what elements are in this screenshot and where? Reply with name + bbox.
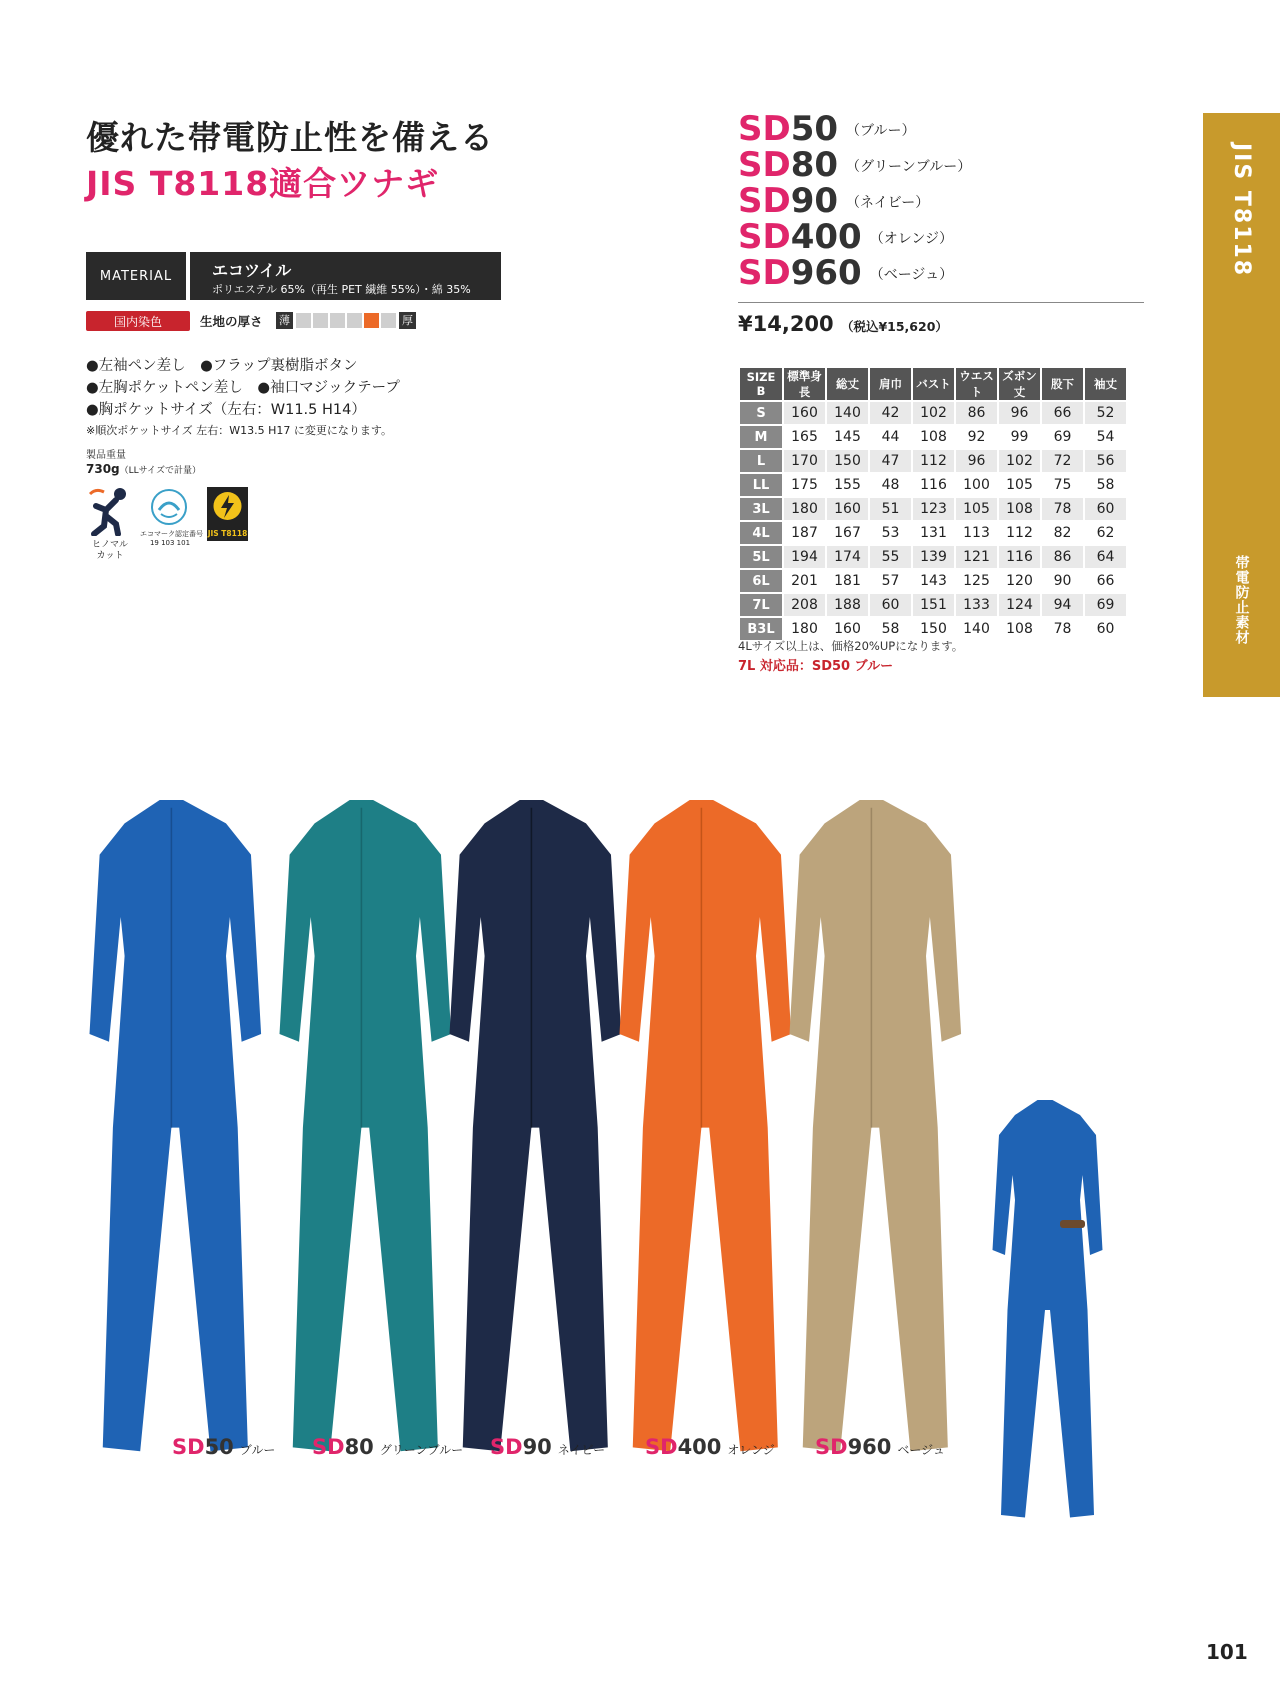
size-label-cell: 7L bbox=[740, 594, 782, 616]
size-value-cell: 174 bbox=[827, 546, 868, 568]
thickness-swatch bbox=[330, 313, 345, 328]
size-value-cell: 167 bbox=[834, 525, 861, 541]
coverall-blue bbox=[90, 800, 262, 1451]
size-table-header-cell: 股下 bbox=[1042, 368, 1083, 400]
coverall-back-view bbox=[980, 1100, 1180, 1520]
size-value-cell: 145 bbox=[834, 429, 861, 445]
size-value-cell: 66 bbox=[1042, 402, 1083, 424]
size-value-cell: 58 bbox=[881, 621, 900, 637]
product-caption bbox=[490, 1435, 605, 1459]
size-table-header-cell: 標準身長 bbox=[784, 368, 825, 400]
model-color: （ブルー） bbox=[846, 122, 916, 139]
size-label-cell: 6L bbox=[740, 570, 782, 592]
coverall-lineup bbox=[70, 800, 1030, 1460]
size-value-cell: 69 bbox=[1053, 429, 1072, 445]
size-value-cell: 57 bbox=[881, 573, 900, 589]
size-label-cell: M bbox=[740, 426, 782, 448]
size-value-cell: 54 bbox=[1096, 429, 1115, 445]
size-table-row bbox=[740, 402, 1126, 424]
size-table-header-cell: 総丈 bbox=[827, 368, 868, 400]
thickness-thin-marker: 薄 bbox=[276, 312, 293, 329]
caption-prefix: SD bbox=[172, 1435, 205, 1459]
size-table bbox=[738, 366, 1128, 642]
caption-number: 960 bbox=[847, 1435, 892, 1459]
size-value-cell: 90 bbox=[1053, 573, 1072, 589]
coverall-green-blue bbox=[280, 800, 452, 1451]
size-value-cell: 160 bbox=[834, 621, 861, 637]
size-value-cell: 116 bbox=[920, 477, 947, 493]
subheadline: JIS T8118適合ツナギ bbox=[86, 164, 440, 203]
size-table-header-cell: ウエスト bbox=[956, 368, 997, 400]
size-value-cell: 108 bbox=[920, 429, 947, 445]
price-main: ¥14,200 bbox=[738, 312, 834, 336]
size-value-cell: 155 bbox=[834, 477, 861, 493]
size-table-header-cell: 肩巾 bbox=[870, 368, 911, 400]
size-table-row bbox=[740, 522, 1126, 544]
thickness-swatch bbox=[313, 313, 328, 328]
weight-number: 730g bbox=[86, 462, 120, 476]
size-value-cell: 96 bbox=[999, 402, 1040, 424]
size-value-cell: 48 bbox=[881, 477, 900, 493]
size-value-cell: 180 bbox=[784, 498, 825, 520]
caption-color: ベージュ bbox=[897, 1443, 945, 1457]
feature-line: ●左胸ポケットペン差し ●袖口マジックテープ bbox=[86, 380, 400, 396]
size-value-cell: 108 bbox=[1006, 621, 1033, 637]
size-table-row bbox=[740, 474, 1126, 496]
size-value-cell: 66 bbox=[1096, 573, 1115, 589]
size-value-cell: 102 bbox=[999, 450, 1040, 472]
model-color: （ベージュ） bbox=[869, 266, 954, 283]
model-prefix: SD bbox=[738, 109, 791, 149]
size-value-cell: 151 bbox=[913, 594, 954, 616]
size-value-cell: 94 bbox=[1042, 594, 1083, 616]
model-code bbox=[738, 254, 953, 294]
size-table-header-cell: バスト bbox=[913, 368, 954, 400]
size-table-row bbox=[740, 450, 1126, 472]
material-label: MATERIAL bbox=[86, 252, 186, 300]
size-value-cell: 105 bbox=[956, 498, 997, 520]
size-value-cell: 160 bbox=[784, 402, 825, 424]
caption-prefix: SD bbox=[490, 1435, 523, 1459]
size-label-cell: L bbox=[740, 450, 782, 472]
model-number: 90 bbox=[790, 181, 839, 221]
size-value-cell: 112 bbox=[1006, 525, 1033, 541]
caption-prefix: SD bbox=[312, 1435, 345, 1459]
jis-t8118-badge bbox=[207, 487, 248, 541]
size-value-cell: 165 bbox=[791, 429, 818, 445]
domestic-dye-badge: 国内染色 bbox=[86, 311, 190, 331]
size-value-cell: 52 bbox=[1085, 402, 1126, 424]
material-box bbox=[190, 252, 501, 300]
thickness-swatch bbox=[381, 313, 396, 328]
thickness-swatch bbox=[364, 313, 379, 328]
hinomaru-cut-icon bbox=[86, 486, 132, 536]
price bbox=[738, 312, 948, 336]
sidebar-subtitle: 帯電防止素材 bbox=[1233, 555, 1250, 645]
model-prefix: SD bbox=[738, 253, 791, 293]
size-value-cell: 60 bbox=[1085, 498, 1126, 520]
size-value-cell: 69 bbox=[1085, 594, 1126, 616]
caption-prefix: SD bbox=[645, 1435, 678, 1459]
size-value-cell: 102 bbox=[913, 402, 954, 424]
size-note-7l: 7L 対応品：SD50 ブルー bbox=[738, 659, 894, 674]
size-value-cell: 53 bbox=[881, 525, 900, 541]
size-value-cell: 194 bbox=[784, 546, 825, 568]
size-label-cell: 5L bbox=[740, 546, 782, 568]
size-value-cell: 201 bbox=[791, 573, 818, 589]
size-table-row bbox=[740, 570, 1126, 592]
model-code bbox=[738, 146, 971, 186]
hinomaru-caption: ヒノマル カット bbox=[92, 540, 128, 561]
size-table-header-cell: 袖丈 bbox=[1085, 368, 1126, 400]
material-name: エコツイル bbox=[212, 261, 292, 280]
size-value-cell: 140 bbox=[963, 621, 990, 637]
model-number: 960 bbox=[790, 253, 862, 293]
size-label-cell: 4L bbox=[740, 522, 782, 544]
size-value-cell: 99 bbox=[1010, 429, 1029, 445]
caption-prefix: SD bbox=[815, 1435, 848, 1459]
model-number: 80 bbox=[790, 145, 839, 185]
feature-note: ※順次ポケットサイズ 左右：W13.5 H17 に変更になります。 bbox=[86, 424, 393, 437]
caption-color: ブルー bbox=[239, 1443, 276, 1457]
caption-color: オレンジ bbox=[727, 1443, 775, 1457]
size-value-cell: 82 bbox=[1053, 525, 1072, 541]
size-value-cell: 181 bbox=[834, 573, 861, 589]
sidebar-tab bbox=[1203, 113, 1280, 697]
feature-line: ●胸ポケットサイズ（左右：W11.5 H14） bbox=[86, 402, 366, 418]
size-value-cell: 42 bbox=[870, 402, 911, 424]
size-value-cell: 121 bbox=[956, 546, 997, 568]
size-value-cell: 150 bbox=[920, 621, 947, 637]
model-prefix: SD bbox=[738, 217, 791, 257]
size-value-cell: 208 bbox=[784, 594, 825, 616]
size-value-cell: 96 bbox=[956, 450, 997, 472]
size-value-cell: 123 bbox=[913, 498, 954, 520]
ecomark-caption: エコマーク認定番号 19 103 101 bbox=[140, 530, 203, 547]
size-table-row bbox=[740, 546, 1126, 568]
size-table-row bbox=[740, 594, 1126, 616]
caption-color: グリーンブルー bbox=[379, 1443, 464, 1457]
thickness-swatch bbox=[296, 313, 311, 328]
sidebar-title: JIS T8118 bbox=[1229, 143, 1254, 278]
size-value-cell: 131 bbox=[920, 525, 947, 541]
caption-number: 90 bbox=[522, 1435, 552, 1459]
model-code bbox=[738, 110, 916, 150]
size-value-cell: 55 bbox=[870, 546, 911, 568]
size-value-cell: 120 bbox=[1006, 573, 1033, 589]
size-value-cell: 150 bbox=[827, 450, 868, 472]
model-number: 50 bbox=[790, 109, 839, 149]
caption-number: 50 bbox=[204, 1435, 234, 1459]
weight-note: （LLサイズで計量） bbox=[119, 466, 201, 476]
size-table-row bbox=[740, 498, 1126, 520]
size-value-cell: 170 bbox=[784, 450, 825, 472]
page-number: 101 bbox=[1206, 1640, 1248, 1664]
size-table-header-cell: SIZE B bbox=[740, 368, 782, 400]
size-value-cell: 125 bbox=[963, 573, 990, 589]
size-label-cell: LL bbox=[740, 474, 782, 496]
size-value-cell: 133 bbox=[956, 594, 997, 616]
size-table-header bbox=[740, 368, 1126, 400]
size-value-cell: 75 bbox=[1053, 477, 1072, 493]
thickness-swatch bbox=[347, 313, 362, 328]
caption-color: ネイビー bbox=[557, 1443, 606, 1457]
size-value-cell: 140 bbox=[827, 402, 868, 424]
antistatic-icon bbox=[207, 487, 248, 525]
model-prefix: SD bbox=[738, 145, 791, 185]
model-color: （ネイビー） bbox=[846, 194, 930, 211]
size-table-header-cell: ズボン丈 bbox=[999, 368, 1040, 400]
size-value-cell: 78 bbox=[1042, 498, 1083, 520]
size-value-cell: 56 bbox=[1085, 450, 1126, 472]
size-value-cell: 60 bbox=[1096, 621, 1115, 637]
size-value-cell: 124 bbox=[999, 594, 1040, 616]
product-caption bbox=[815, 1435, 945, 1459]
material-composition: ポリエステル 65%（再生 PET 繊維 55%）・綿 35% bbox=[212, 283, 471, 296]
model-code bbox=[738, 182, 929, 222]
model-code bbox=[738, 218, 953, 258]
size-value-cell: 108 bbox=[999, 498, 1040, 520]
size-value-cell: 44 bbox=[881, 429, 900, 445]
divider bbox=[738, 302, 1144, 303]
feature-line: ●左袖ペン差し ●フラップ裏樹脂ボタン bbox=[86, 358, 358, 374]
weight-label: 製品重量 bbox=[86, 450, 126, 461]
coverall-navy bbox=[450, 800, 622, 1451]
model-prefix: SD bbox=[738, 181, 791, 221]
size-value-cell: 105 bbox=[1006, 477, 1033, 493]
size-value-cell: 62 bbox=[1096, 525, 1115, 541]
size-value-cell: 175 bbox=[791, 477, 818, 493]
size-value-cell: 188 bbox=[827, 594, 868, 616]
coverall-orange bbox=[620, 800, 792, 1451]
size-value-cell: 86 bbox=[956, 402, 997, 424]
fabric-thickness-label: 生地の厚さ bbox=[200, 314, 263, 329]
size-value-cell: 112 bbox=[913, 450, 954, 472]
size-value-cell: 51 bbox=[870, 498, 911, 520]
size-label-cell: B3L bbox=[740, 618, 782, 640]
size-value-cell: 180 bbox=[791, 621, 818, 637]
size-value-cell: 47 bbox=[870, 450, 911, 472]
size-table-row bbox=[740, 426, 1126, 448]
product-caption bbox=[312, 1435, 463, 1459]
size-value-cell: 58 bbox=[1096, 477, 1115, 493]
ecomark-icon bbox=[150, 488, 188, 526]
headline: 優れた帯電防止性を備える bbox=[86, 118, 494, 157]
size-value-cell: 187 bbox=[791, 525, 818, 541]
model-number: 400 bbox=[790, 217, 862, 257]
jis-badge-label: JIS T8118 bbox=[207, 529, 248, 538]
caption-number: 400 bbox=[677, 1435, 722, 1459]
weight-value bbox=[86, 462, 201, 476]
size-label-cell: 3L bbox=[740, 498, 782, 520]
model-color: （グリーンブルー） bbox=[846, 158, 972, 175]
size-value-cell: 92 bbox=[967, 429, 986, 445]
caption-number: 80 bbox=[344, 1435, 374, 1459]
size-value-cell: 100 bbox=[963, 477, 990, 493]
price-tax-included: （税込¥15,620） bbox=[840, 319, 948, 334]
size-value-cell: 143 bbox=[920, 573, 947, 589]
size-value-cell: 86 bbox=[1042, 546, 1083, 568]
coverall-beige bbox=[790, 800, 962, 1451]
size-value-cell: 72 bbox=[1042, 450, 1083, 472]
size-value-cell: 160 bbox=[827, 498, 868, 520]
size-value-cell: 64 bbox=[1085, 546, 1126, 568]
product-caption bbox=[172, 1435, 275, 1459]
size-note: 4Lサイズ以上は、価格20%UPになります。 bbox=[738, 639, 964, 653]
size-value-cell: 139 bbox=[913, 546, 954, 568]
size-label-cell: S bbox=[740, 402, 782, 424]
size-value-cell: 116 bbox=[999, 546, 1040, 568]
model-color: （オレンジ） bbox=[869, 230, 954, 247]
size-value-cell: 78 bbox=[1053, 621, 1072, 637]
product-caption bbox=[645, 1435, 775, 1459]
thickness-thick-marker: 厚 bbox=[399, 312, 416, 329]
size-table-row bbox=[740, 618, 1126, 640]
size-value-cell: 113 bbox=[963, 525, 990, 541]
size-value-cell: 60 bbox=[870, 594, 911, 616]
